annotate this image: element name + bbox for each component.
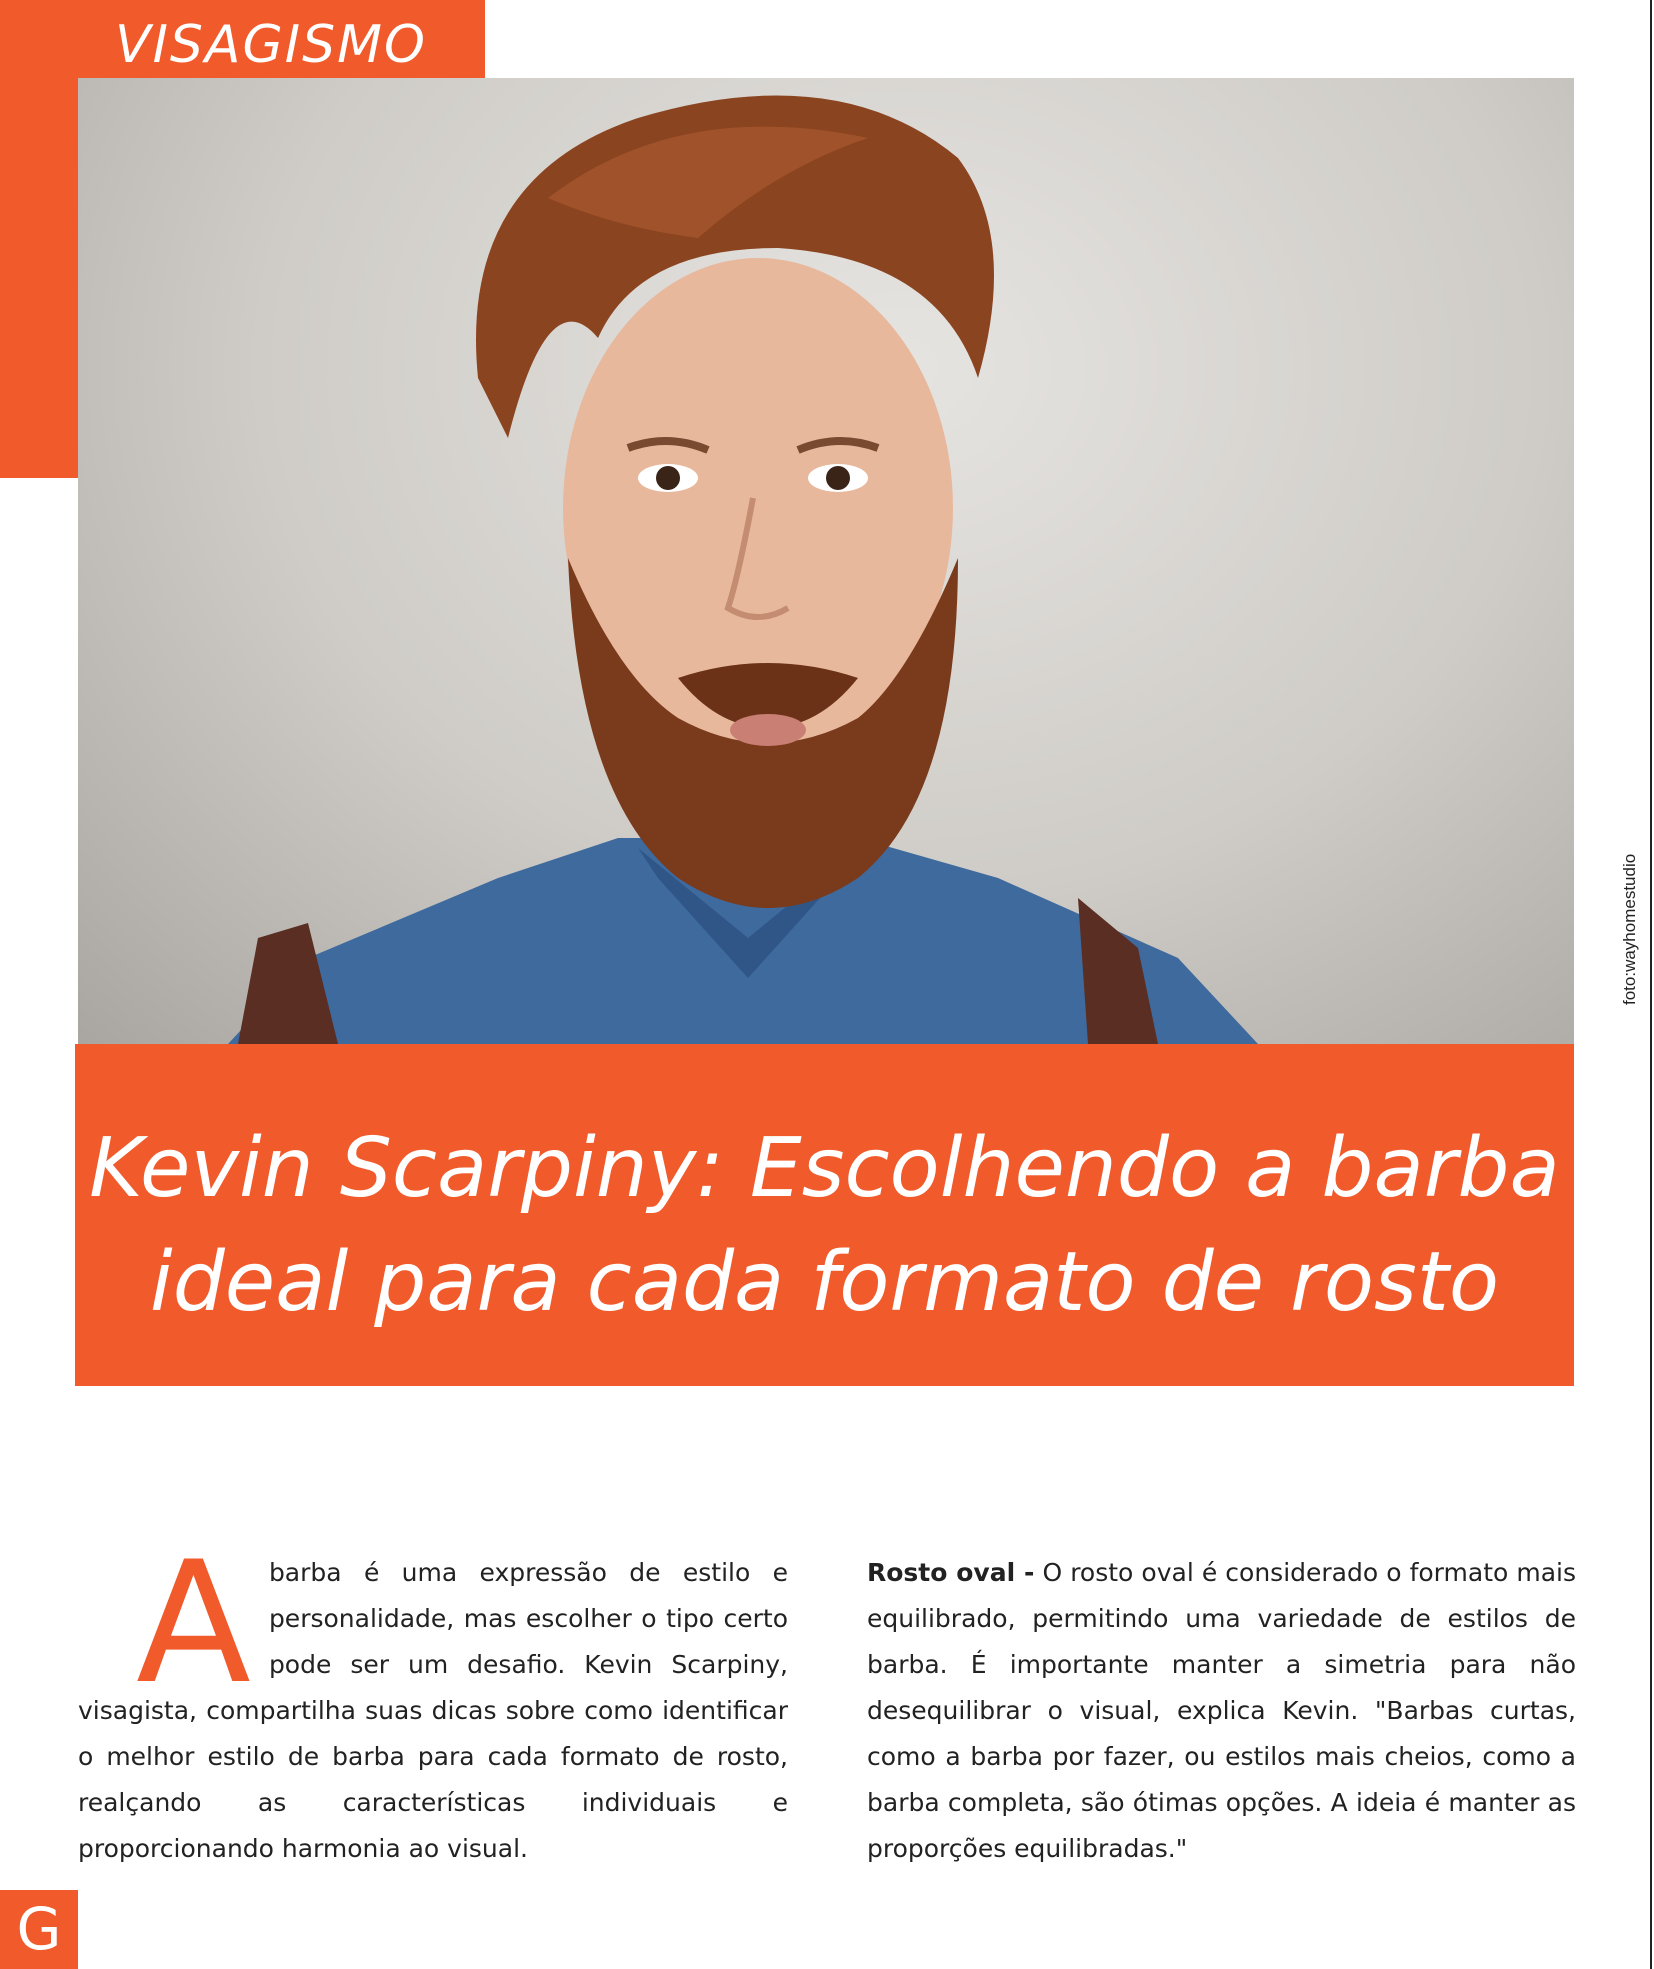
intro-paragraph: barba é uma expressão de estilo e personalidade, mas escolher o tipo certo pode ser um desafio. Kevin Scarpiny, visagista, compartilha suas dicas sobre como identificar o melhor estilo de barba para cada formato de rosto, realçando as características individuais e proporcionando harmonia ao visual. — [78, 1558, 788, 1863]
page-marker-letter: G — [16, 1895, 62, 1963]
drop-cap: A — [136, 1525, 251, 1721]
page-edge-rule — [1650, 0, 1652, 1969]
photo-credit: foto:wayhomestudio — [1620, 853, 1639, 1005]
accent-side-bar — [0, 0, 78, 478]
headline-banner — [75, 1044, 1574, 1386]
section-tag: VISAGISMO — [115, 15, 427, 75]
portrait-photo — [78, 78, 1574, 1044]
oval-paragraph: O rosto oval é considerado o formato mais equilibrado, permitindo uma variedade de estilos de barba. É importante manter a simetria para não desequilibrar o visual, explica Kevin. "Barbas curtas, como a barba por fazer, ou estilos mais cheios, como a barba completa, são ótimas opções. A ideia é manter as proporções equilibradas." — [867, 1558, 1576, 1863]
intro-column — [78, 1525, 788, 1872]
oval-column — [867, 1550, 1576, 1872]
bearded-man-illustration — [78, 78, 1574, 1044]
oval-heading: Rosto oval - — [867, 1558, 1035, 1587]
article-title: Kevin Scarpiny: Escolhendo a barba ideal para cada formato de rosto — [89, 1121, 1560, 1330]
